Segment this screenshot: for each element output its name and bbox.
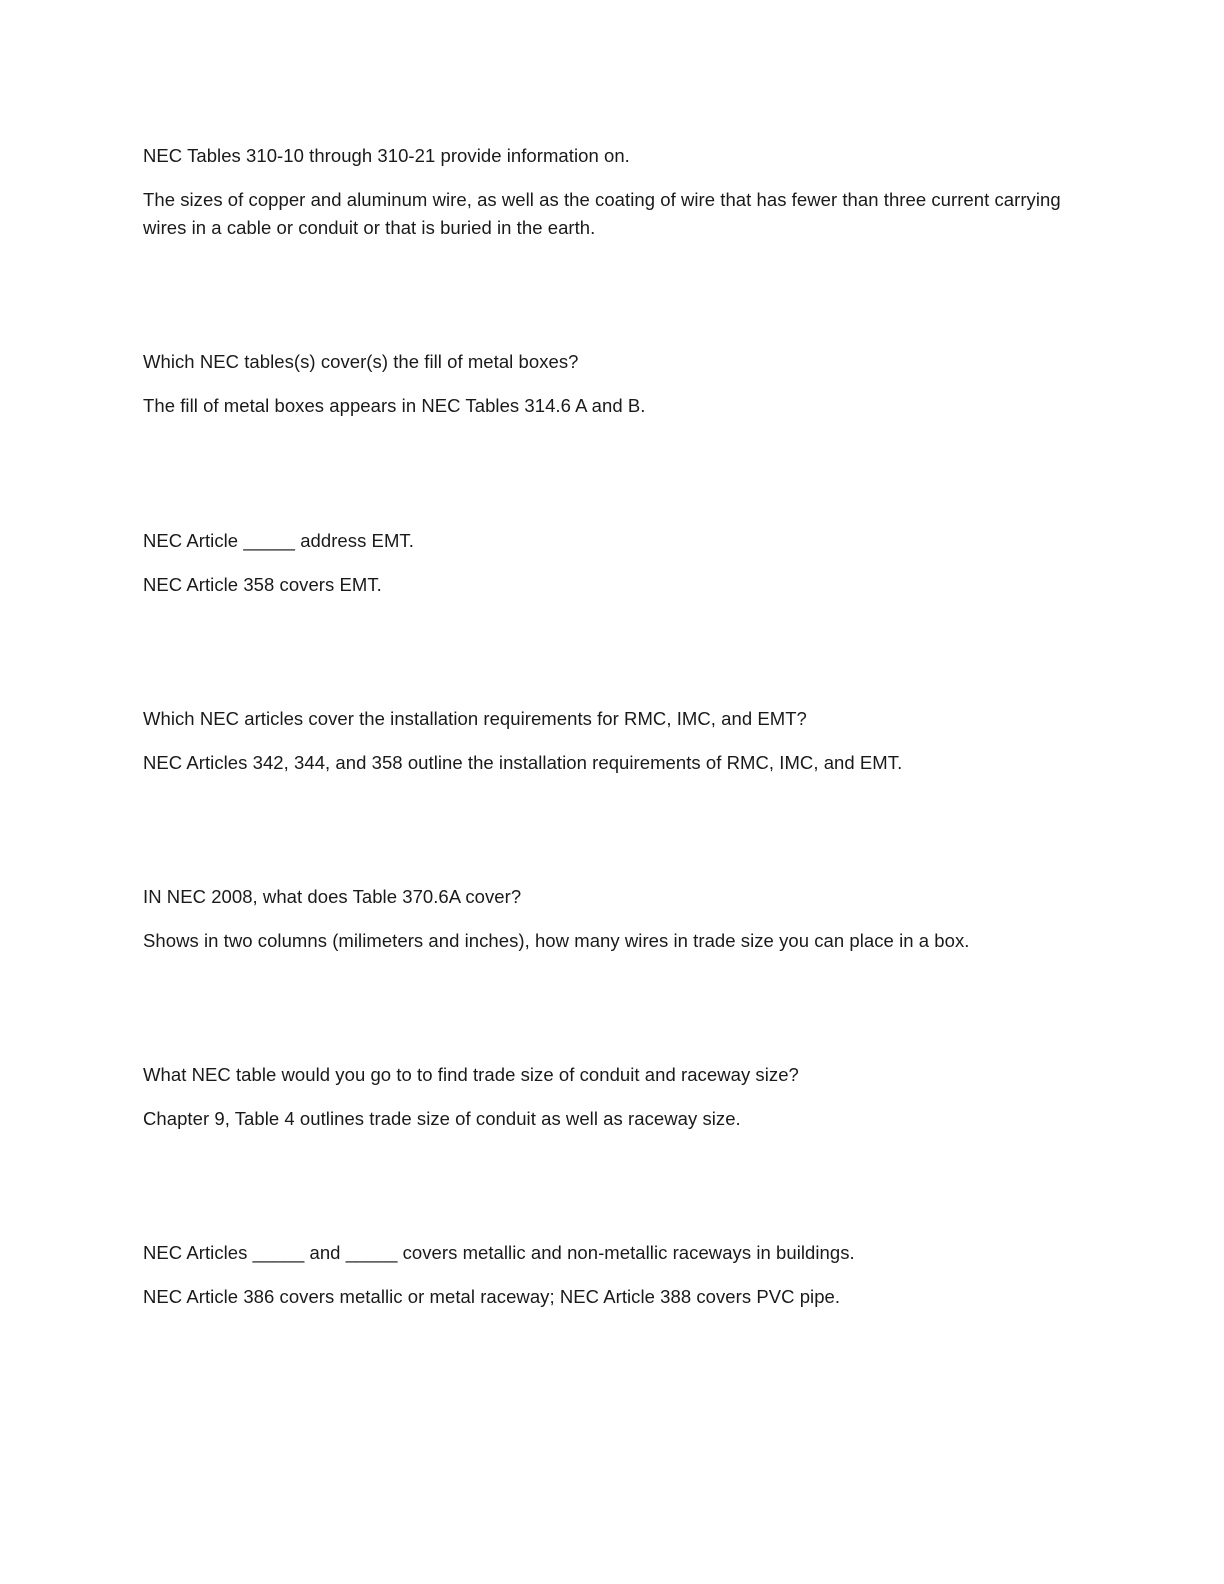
question-1: NEC Tables 310-10 through 310-21 provide information on. xyxy=(143,145,630,166)
answer-1: The sizes of copper and aluminum wire, as well as the coating of wire that has fewer than three current carrying wires in a cable or conduit or that is buried in the earth. xyxy=(143,189,1061,238)
answer-5: Shows in two columns (milimeters and inches), how many wires in trade size you can place in a box. xyxy=(143,930,970,951)
question-2: Which NEC tables(s) cover(s) the fill of metal boxes? xyxy=(143,351,579,372)
question-3: NEC Article _____ address EMT. xyxy=(143,530,414,551)
qa-block-1 xyxy=(143,142,1083,242)
qa-block-7 xyxy=(143,1239,1083,1311)
answer-6: Chapter 9, Table 4 outlines trade size of conduit as well as raceway size. xyxy=(143,1108,741,1129)
qa-block-3 xyxy=(143,527,1083,599)
answer-2: The fill of metal boxes appears in NEC Tables 314.6 A and B. xyxy=(143,395,646,416)
question-7: NEC Articles _____ and _____ covers metallic and non-metallic raceways in buildings. xyxy=(143,1242,855,1263)
qa-block-2 xyxy=(143,348,1083,420)
question-4: Which NEC articles cover the installation requirements for RMC, IMC, and EMT? xyxy=(143,708,807,729)
qa-block-4 xyxy=(143,705,1083,777)
answer-7: NEC Article 386 covers metallic or metal raceway; NEC Article 388 covers PVC pipe. xyxy=(143,1286,841,1307)
qa-block-6 xyxy=(143,1061,1083,1133)
qa-block-5 xyxy=(143,883,1083,955)
answer-3: NEC Article 358 covers EMT. xyxy=(143,574,382,595)
question-5: IN NEC 2008, what does Table 370.6A cover? xyxy=(143,886,522,907)
answer-4: NEC Articles 342, 344, and 358 outline the installation requirements of RMC, IMC, and EMT. xyxy=(143,752,903,773)
question-6: What NEC table would you go to to find trade size of conduit and raceway size? xyxy=(143,1064,799,1085)
